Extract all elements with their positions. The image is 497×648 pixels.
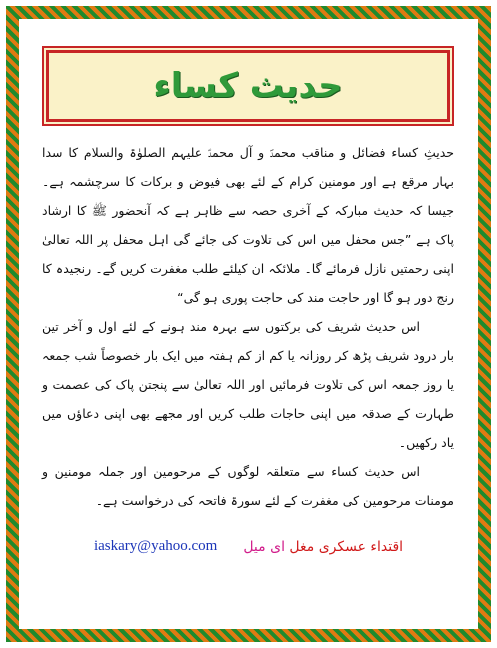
paragraph-recitation: اس حدیث شریف کی برکتوں سے بہرہ مند ہونے کے لئے اول و آخر تین بار درود شریف پڑھ کر روزانہ یا کم از کم ہفتہ میں ایک بار خصوصاً شب جمعہ یا روز جمعہ اس کی تلاوت فرمائیں اور اللہ تعالیٰ سے پنجتن پاک کی عصمت و طہارت کے صدقہ میں اپنی حاجات طلب کریں اور مجھے بھی اپنی دعاؤں میں یاد رکھیں۔ — [42, 319, 454, 450]
paragraph-fatiha-request: اس حدیث کساء سے متعلقہ لوگوں کے مرحومین اور جملہ مومنین و مومنات مرحومین کی مغفرت کے لئے سورۃ فاتحہ کی درخواست ہے۔ — [42, 464, 454, 508]
signature — [243, 539, 403, 555]
page-title: حدیث کساء — [153, 66, 343, 106]
title-box — [46, 50, 450, 122]
body-text — [42, 138, 454, 515]
paragraph-intro: حدیثِ کساء فضائل و مناقب محمدؐ و آل محمدؑ علیہم الصلوٰۃ والسلام کا سدا بہار مرقع ہے اور مومنین کرام کے لئے بھی فیوض و برکات کا سرچشمہ ہے۔ جیسا کہ حدیث مبارکہ کے آخری حصہ سے ظاہر ہے کہ آنحضور ﷺ کا ارشاد پاک ہے ”جس محفل میں اس کی تلاوت کی جائے گی اہل محفل پر اللہ تعالیٰ اپنی رحمتیں نازل فرمائے گا۔ ملائکہ ان کیلئے طلب مغفرت کریں گے۔ رنجیدہ کا رنج دور ہو گا اور حاجت مند کی حاجت پوری ہو گی“ — [42, 145, 454, 305]
footer — [0, 538, 497, 555]
signature-name: اقتداء عسکری مغل — [289, 538, 404, 555]
email-address[interactable]: iaskary@yahoo.com — [93, 538, 218, 554]
signature-email-label: ای میل — [243, 538, 285, 555]
